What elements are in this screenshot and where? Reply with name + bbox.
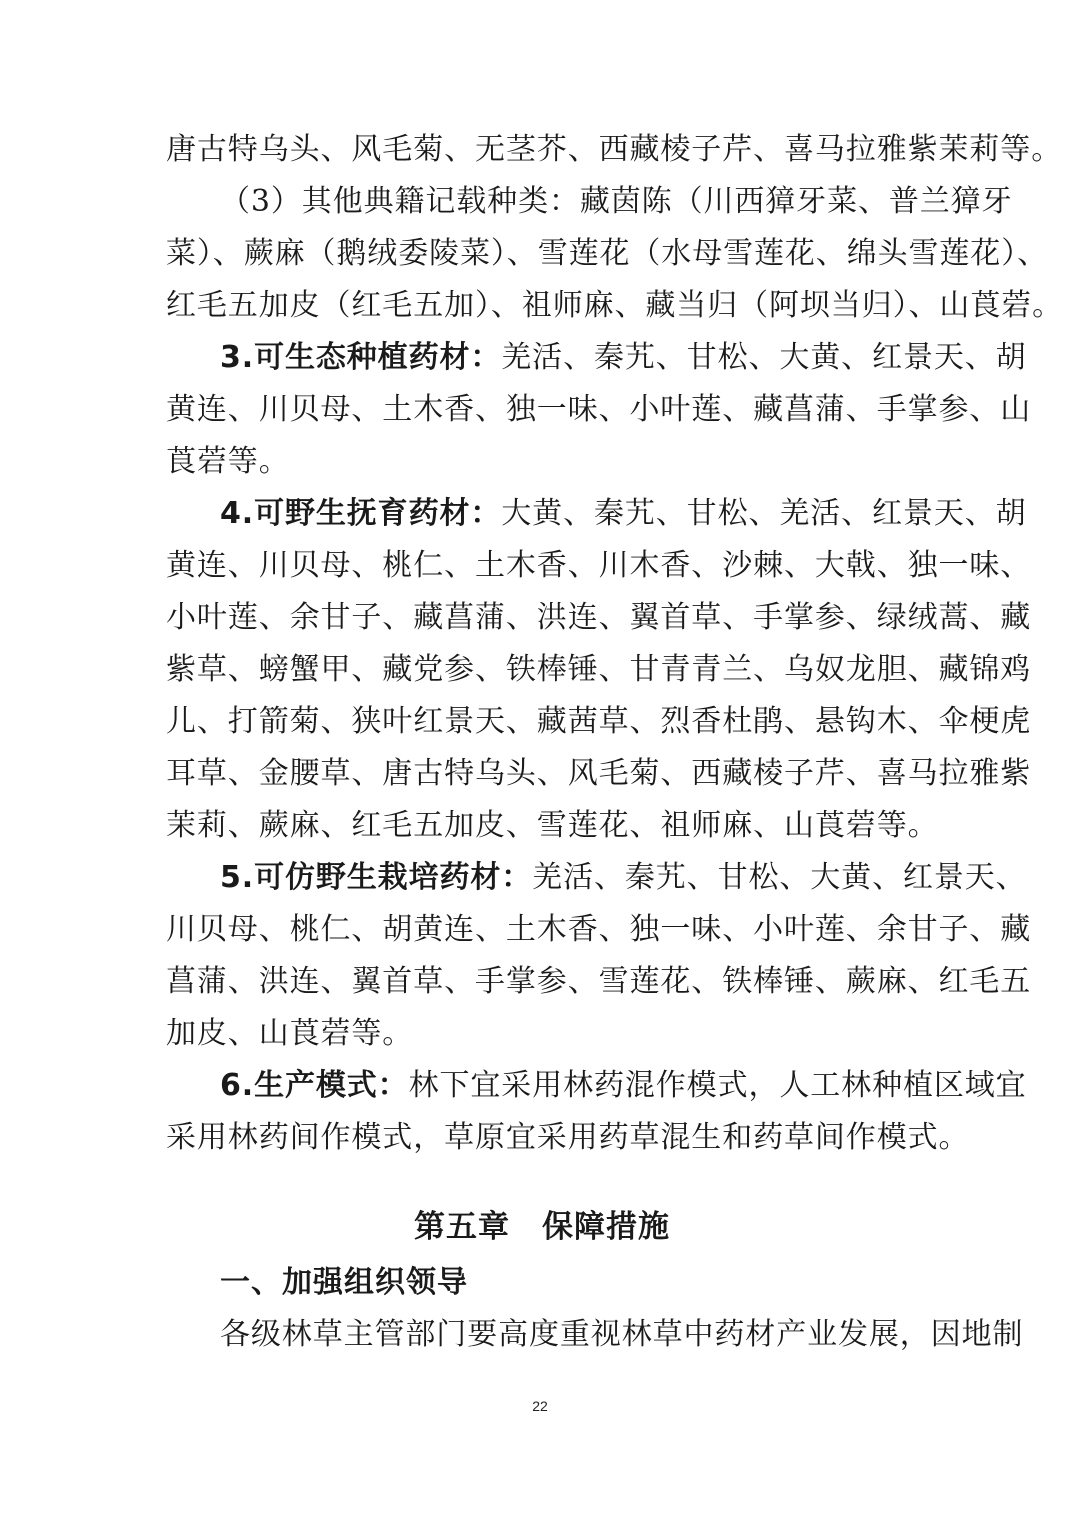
line-text: 耳草、金腰草、唐古特乌头、风毛菊、西藏棱子芹、喜马拉雅紫 [166, 756, 1032, 791]
text-line [220, 182, 1013, 222]
text-line [166, 286, 1063, 326]
line-text: 小叶莲、余甘子、藏菖蒲、洪连、翼首草、手掌参、绿绒蒿、藏 [166, 600, 1032, 635]
line-text: 唐古特乌头、风毛菊、无茎芥、西藏棱子芹、喜马拉雅紫茉莉等。 [166, 132, 1063, 167]
text-line [166, 390, 1032, 430]
text-line [166, 130, 1063, 170]
line-text: 茉莉、蕨麻、红毛五加皮、雪莲花、祖师麻、山莨菪等。 [166, 808, 939, 843]
item-label: 4.可野生抚育药材： [220, 496, 502, 531]
line-text: 莨菪等。 [166, 444, 290, 479]
line-text: （3）其他典籍记载种类：藏茵陈（川西獐牙菜、普兰獐牙 [220, 184, 1013, 219]
text-line [166, 806, 939, 846]
text-line [166, 754, 1032, 794]
line-text: 黄连、川贝母、土木香、独一味、小叶莲、藏菖蒲、手掌参、山 [166, 392, 1032, 427]
text-line [166, 442, 918, 482]
text-line [220, 1315, 1024, 1355]
item-label: 3.可生态种植药材： [220, 340, 502, 375]
text-line [220, 338, 1027, 378]
text-line [166, 598, 1032, 638]
line-text: 各级林草主管部门要高度重视林草中药材产业发展，因地制 [220, 1317, 1024, 1352]
item-label: 6.生产模式： [220, 1068, 409, 1103]
item-label: 5.可仿野生栽培药材： [220, 860, 533, 895]
line-text: 红毛五加皮（红毛五加）、祖师麻、藏当归（阿坝当归）、山莨菪。 [166, 288, 1063, 323]
line-text: 林下宜采用林药混作模式，人工林种植区域宜 [408, 1068, 1027, 1103]
page-number: 22 [532, 1398, 548, 1414]
text-line [166, 962, 1032, 1002]
line-text: 羌活、秦艽、甘松、大黄、红景天、 [532, 860, 1027, 895]
text-line [166, 702, 1032, 742]
line-text: 黄连、川贝母、桃仁、土木香、川木香、沙棘、大戟、独一味、 [166, 548, 1032, 583]
text-line [220, 494, 1027, 534]
text-line [220, 1066, 1027, 1106]
line-text: 儿、打箭菊、狭叶红景天、藏茜草、烈香杜鹃、悬钩木、伞梗虎 [166, 704, 1032, 739]
text-line [166, 1014, 918, 1054]
section-heading: 一、加强组织领导 [220, 1265, 468, 1300]
line-text: 菜）、蕨麻（鹅绒委陵菜）、雪莲花（水母雪莲花、绵头雪莲花）、 [166, 236, 1048, 271]
line-text: 采用林药间作模式，草原宜采用药草混生和药草间作模式。 [166, 1120, 970, 1155]
line-text: 加皮、山莨菪等。 [166, 1016, 414, 1051]
line-text: 羌活、秦艽、甘松、大黄、红景天、胡 [501, 340, 1027, 375]
chapter-title: 第五章 保障措施 [414, 1209, 670, 1245]
text-line [220, 858, 1027, 898]
line-text: 菖蒲、洪连、翼首草、手掌参、雪莲花、铁棒锤、蕨麻、红毛五 [166, 964, 1032, 999]
line-text: 大黄、秦艽、甘松、羌活、红景天、胡 [501, 496, 1027, 531]
text-line [166, 546, 1032, 586]
text-line [166, 650, 1032, 690]
line-text: 紫草、螃蟹甲、藏党参、铁棒锤、甘青青兰、乌奴龙胆、藏锦鸡 [166, 652, 1032, 687]
line-text: 川贝母、桃仁、胡黄连、土木香、独一味、小叶莲、余甘子、藏 [166, 912, 1032, 947]
text-line [166, 234, 1048, 274]
text-line [166, 910, 1032, 950]
text-line [166, 1118, 970, 1158]
